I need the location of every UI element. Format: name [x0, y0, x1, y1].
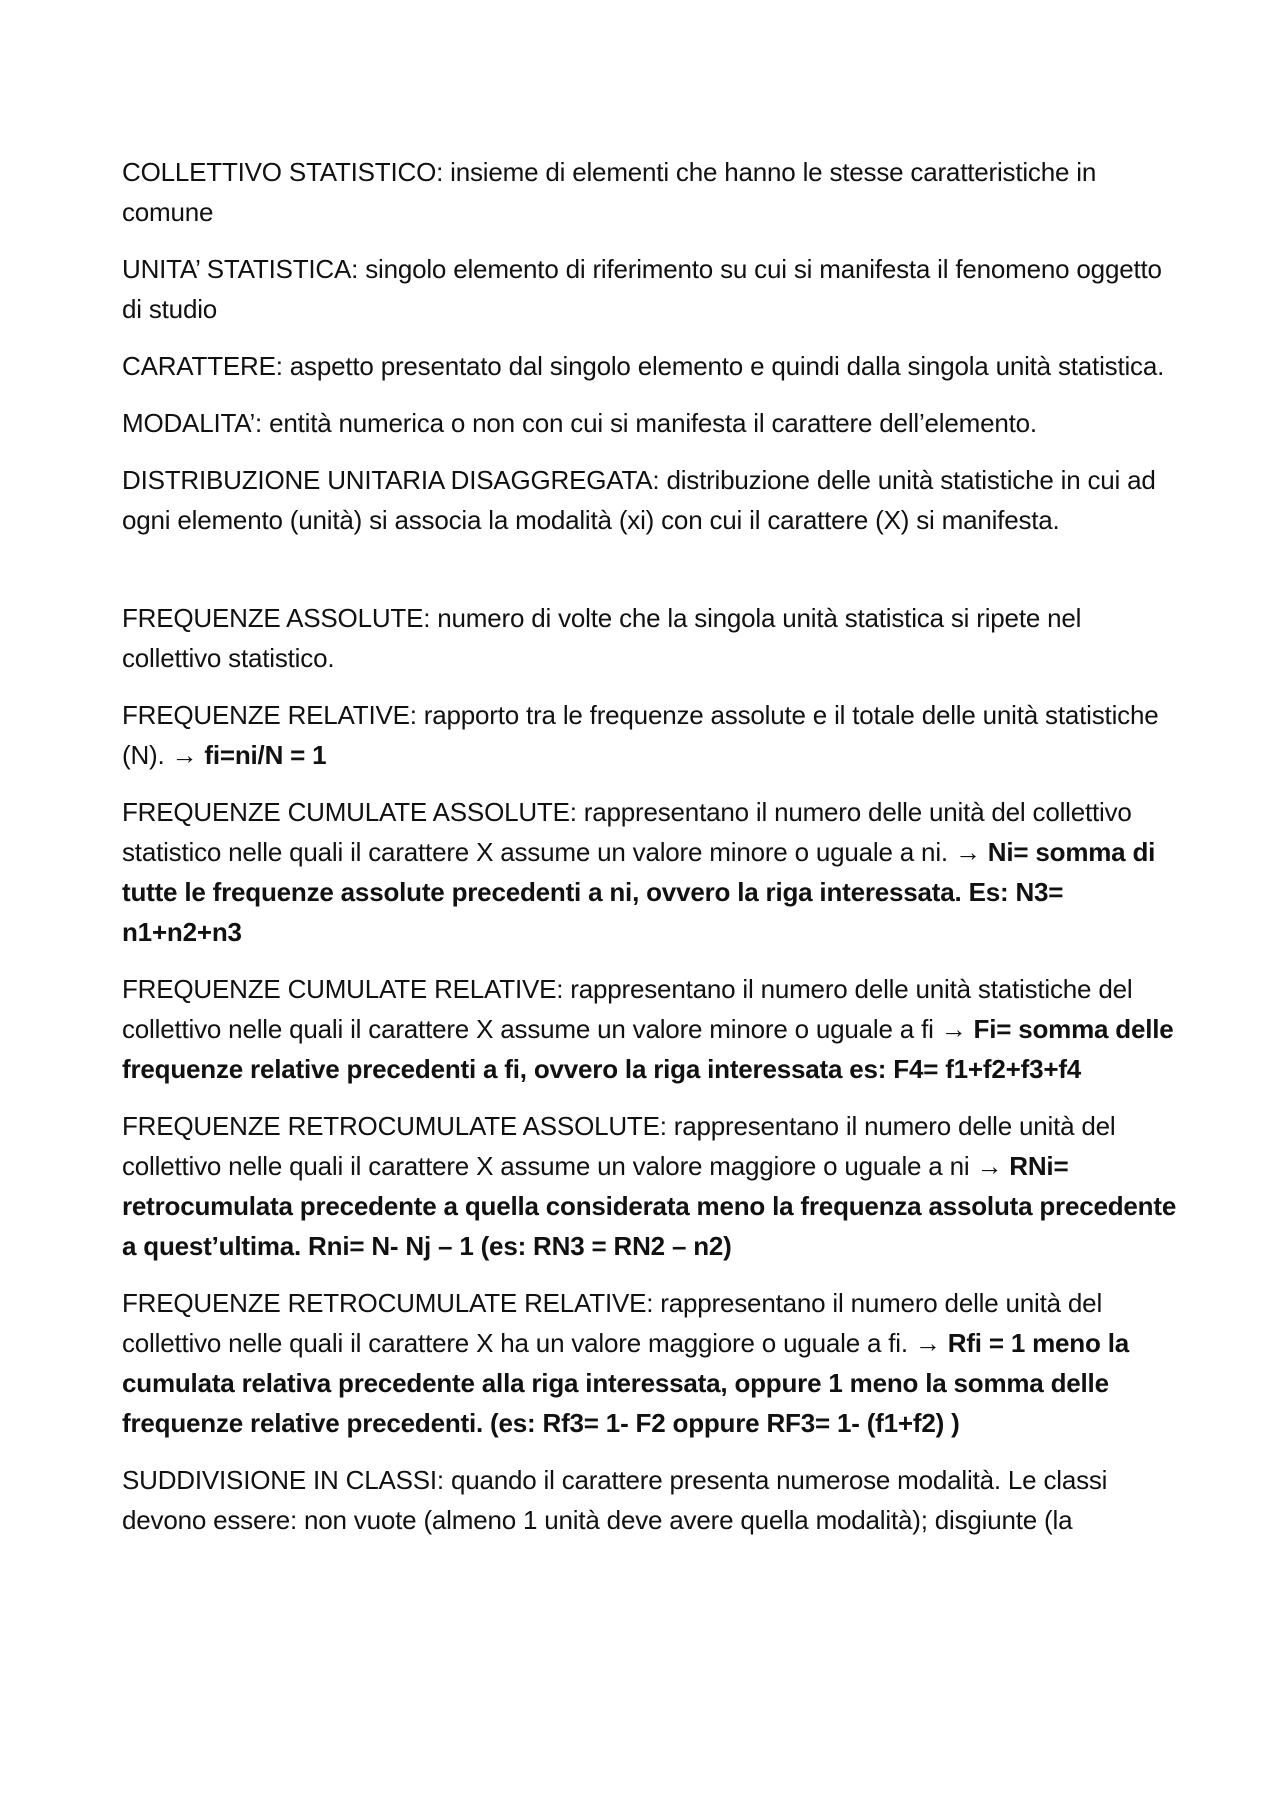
paragraph-text: FREQUENZE RETROCUMULATE ASSOLUTE: rappresentano il numero delle unità del collettivo nelle quali il carattere X assume un valore maggiore o uguale a ni → — [122, 1111, 1116, 1181]
paragraph-bold-text: Fi= somma delle frequenze relative precedenti a fi, ovvero la riga interessata es: F4= f1+f2+f3+f4 — [122, 1014, 1174, 1084]
paragraph-collettivo-statistico — [122, 152, 1182, 232]
paragraph-frequenze-assolute — [122, 598, 1182, 678]
paragraph-text: MODALITA’: entità numerica o non con cui si manifesta il carattere dell’elemento. — [122, 408, 1037, 438]
paragraph-bold-text: Rfi = 1 meno la cumulata relativa precedente alla riga interessata, oppure 1 meno la somma delle frequenze relative precedenti. (es: Rf3= 1- F2 oppure RF3= 1- (f1+f2) ) — [122, 1328, 1129, 1438]
paragraph-carattere — [122, 346, 1182, 386]
paragraph-bold-text: RNi= retrocumulata precedente a quella considerata meno la frequenza assoluta precedente a quest’ultima. Rni= N- Nj – 1 (es: RN3 = RN2 – n2) — [122, 1151, 1177, 1261]
paragraph-unita-statistica — [122, 249, 1182, 329]
paragraph-modalita — [122, 403, 1182, 443]
paragraph-bold-text: → fi=ni/N = 1 — [171, 740, 327, 770]
paragraph-text: UNITA’ STATISTICA: singolo elemento di riferimento su cui si manifesta il fenomeno oggetto di studio — [122, 254, 1162, 324]
paragraph-text: CARATTERE: aspetto presentato dal singolo elemento e quindi dalla singola unità statistica. — [122, 351, 1165, 381]
paragraph-frequenze-cumulate-relative — [122, 969, 1182, 1089]
paragraph-suddivisione-in-classi — [122, 1460, 1182, 1540]
paragraph-frequenze-retrocumulate-assolute — [122, 1106, 1182, 1266]
paragraph-text: FREQUENZE CUMULATE ASSOLUTE: rappresentano il numero delle unità del collettivo statistico nelle quali il carattere X assume un valore minore o uguale a ni. — [122, 797, 1132, 867]
paragraph-text: FREQUENZE RELATIVE: rapporto tra le frequenze assolute e il totale delle unità statistiche (N). — [122, 700, 1159, 770]
paragraph-text: DISTRIBUZIONE UNITARIA DISAGGREGATA: distribuzione delle unità statistiche in cui ad ogni elemento (unità) si associa la modalità (xi) con cui il carattere (X) si manifesta. — [122, 465, 1156, 535]
paragraph-text: FREQUENZE CUMULATE RELATIVE: rappresentano il numero delle unità statistiche del collettivo nelle quali il carattere X assume un valore minore o uguale a fi → — [122, 974, 1133, 1044]
paragraph-text: COLLETTIVO STATISTICO: insieme di elementi che hanno le stesse caratteristiche in comune — [122, 157, 1097, 227]
paragraph-distribuzione-unitaria — [122, 460, 1182, 540]
paragraph-frequenze-cumulate-assolute — [122, 792, 1182, 952]
paragraph-text: FREQUENZE RETROCUMULATE RELATIVE: rappresentano il numero delle unità del collettivo nelle quali il carattere X ha un valore maggiore o uguale a fi. → — [122, 1288, 1103, 1358]
paragraph-bold-text: → Ni= somma di tutte le frequenze assolute precedenti a ni, ovvero la riga interessata. Es: N3= n1+n2+n3 — [122, 837, 1156, 947]
paragraph-frequenze-relative — [122, 695, 1182, 775]
paragraph-text: SUDDIVISIONE IN CLASSI: quando il carattere presenta numerose modalità. Le classi devono essere: non vuote (almeno 1 unità deve avere quella modalità); disgiunte (la — [122, 1465, 1108, 1535]
document-body — [122, 152, 1182, 1557]
paragraph-frequenze-retrocumulate-relative — [122, 1283, 1182, 1443]
paragraph-text: FREQUENZE ASSOLUTE: numero di volte che la singola unità statistica si ripete nel collettivo statistico. — [122, 603, 1082, 673]
